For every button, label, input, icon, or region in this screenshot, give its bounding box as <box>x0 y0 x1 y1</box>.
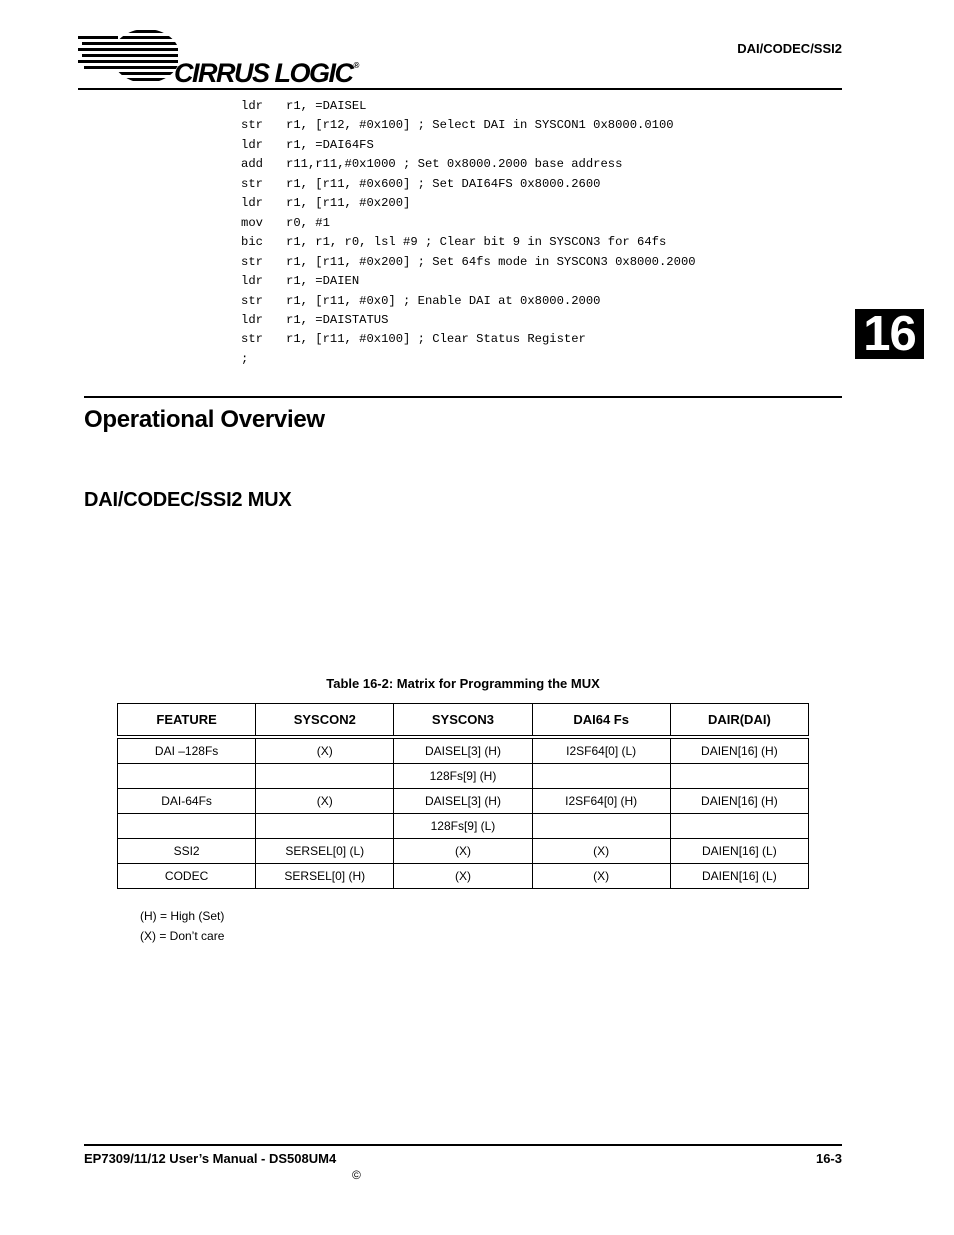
code-opcode: ldr <box>241 99 263 113</box>
table-cell: DAIEN[16] (H) <box>670 737 808 764</box>
table-row <box>118 737 809 764</box>
table-row <box>118 764 809 789</box>
table-cell: DAIEN[16] (L) <box>670 839 808 864</box>
code-opcode: ldr <box>241 196 263 211</box>
table-cell: I2SF64[0] (H) <box>532 789 670 814</box>
table-notes <box>140 907 224 946</box>
table-cell: CODEC <box>118 864 256 889</box>
code-opcode: add <box>241 157 263 172</box>
table-cell <box>532 814 670 839</box>
column-header: DAI64 Fs <box>532 704 670 738</box>
table-cell <box>256 814 394 839</box>
code-operands: r1, [r12, #0x100] ; Select DAI in SYSCON1 0x8000.0100 <box>286 118 674 133</box>
table-row <box>118 839 809 864</box>
code-line <box>241 116 696 135</box>
code-line <box>241 233 696 252</box>
logo-wordmark: CIRRUS LOGIC® <box>174 58 360 88</box>
table-caption: Table 16-2: Matrix for Programming the MUX <box>326 676 600 691</box>
code-opcode: bic <box>241 235 263 250</box>
section-divider <box>84 396 842 398</box>
code-opcode: ldr <box>241 312 263 327</box>
code-line <box>241 330 696 349</box>
code-opcode: mov <box>241 215 263 230</box>
code-opcode: str <box>241 176 263 191</box>
table-header-row <box>118 704 809 738</box>
code-line <box>241 253 696 272</box>
code-line <box>241 292 696 311</box>
code-operands: r1, [r11, #0x0] ; Enable DAI at 0x8000.2000 <box>286 293 601 308</box>
table-cell: SERSEL[0] (H) <box>256 864 394 889</box>
code-operands: r0, #1 <box>286 215 330 230</box>
table-row <box>118 864 809 889</box>
code-line <box>241 350 696 369</box>
code-line <box>241 214 696 233</box>
column-header: DAIR(DAI) <box>670 704 808 738</box>
column-header: SYSCON3 <box>394 704 532 738</box>
code-operands: r1, [r11, #0x100] ; Clear Status Register <box>286 332 586 347</box>
table-cell: (X) <box>394 864 532 889</box>
copyright-symbol: © <box>352 1168 361 1182</box>
table-cell <box>670 764 808 789</box>
table-row <box>118 789 809 814</box>
column-header: FEATURE <box>118 704 256 738</box>
table-cell: (X) <box>532 839 670 864</box>
cirrus-logic-logo <box>78 28 360 88</box>
table-cell: DAI –128Fs <box>118 737 256 764</box>
footer-divider <box>84 1144 842 1146</box>
code-operands: r1, =DAISEL <box>286 99 367 113</box>
code-line <box>241 272 696 291</box>
table-cell: DAIEN[16] (H) <box>670 789 808 814</box>
code-line <box>241 175 696 194</box>
logo-stripes-icon <box>78 28 178 84</box>
table-cell <box>118 814 256 839</box>
table-cell <box>118 764 256 789</box>
code-operands: r1, [r11, #0x200] ; Set 64fs mode in SYSCON3 0x8000.2000 <box>286 254 696 269</box>
code-operands: r1, =DAI64FS <box>286 137 374 152</box>
code-operands: r1, =DAISTATUS <box>286 312 389 327</box>
column-header: SYSCON2 <box>256 704 394 738</box>
code-line <box>241 136 696 155</box>
table-cell: DAISEL[3] (H) <box>394 737 532 764</box>
code-operands: r1, r1, r0, lsl #9 ; Clear bit 9 in SYSCON3 for 64fs <box>286 235 667 250</box>
code-opcode: ; <box>241 351 249 366</box>
code-operands: r1, [r11, #0x200] <box>286 196 411 211</box>
code-opcode: str <box>241 254 263 269</box>
table-cell: (X) <box>256 737 394 764</box>
table-cell: DAISEL[3] (H) <box>394 789 532 814</box>
table-cell: DAI-64Fs <box>118 789 256 814</box>
section-heading: Operational Overview <box>84 406 325 433</box>
code-opcode: str <box>241 118 263 133</box>
code-opcode: str <box>241 332 263 347</box>
table-cell: 128Fs[9] (L) <box>394 814 532 839</box>
code-opcode: ldr <box>241 274 263 289</box>
code-operands: r1, =DAIEN <box>286 274 360 289</box>
table-cell: SSI2 <box>118 839 256 864</box>
code-line <box>241 97 696 116</box>
code-operands: r1, [r11, #0x600] ; Set DAI64FS 0x8000.2600 <box>286 176 601 191</box>
header-section-title: DAI/CODEC/SSI2 <box>737 41 842 56</box>
table-cell <box>256 764 394 789</box>
table-cell <box>670 814 808 839</box>
table-cell: SERSEL[0] (L) <box>256 839 394 864</box>
footer-page-number: 16-3 <box>815 1151 842 1166</box>
code-line <box>241 311 696 330</box>
table-cell: DAIEN[16] (L) <box>670 864 808 889</box>
note-line: (X) = Don’t care <box>140 928 225 943</box>
code-operands: r11,r11,#0x1000 ; Set 0x8000.2000 base address <box>286 157 623 172</box>
chapter-tab: 16 <box>855 309 924 359</box>
table-row <box>118 814 809 839</box>
table-cell: I2SF64[0] (L) <box>532 737 670 764</box>
note-line: (H) = High (Set) <box>140 909 225 923</box>
mux-programming-table <box>117 703 809 889</box>
table-cell: (X) <box>394 839 532 864</box>
subsection-heading: DAI/CODEC/SSI2 MUX <box>84 489 292 511</box>
table-cell: (X) <box>532 864 670 889</box>
footer-manual-title: EP7309/11/12 User’s Manual - DS508UM4 <box>84 1151 337 1166</box>
registered-mark: ® <box>353 61 360 70</box>
code-line <box>241 194 696 213</box>
code-opcode: ldr <box>241 137 263 152</box>
table-cell: (X) <box>256 789 394 814</box>
code-listing <box>241 97 696 369</box>
table-cell: 128Fs[9] (H) <box>394 764 532 789</box>
code-line <box>241 155 696 174</box>
code-opcode: str <box>241 293 263 308</box>
table-cell <box>532 764 670 789</box>
header-divider <box>78 88 842 90</box>
